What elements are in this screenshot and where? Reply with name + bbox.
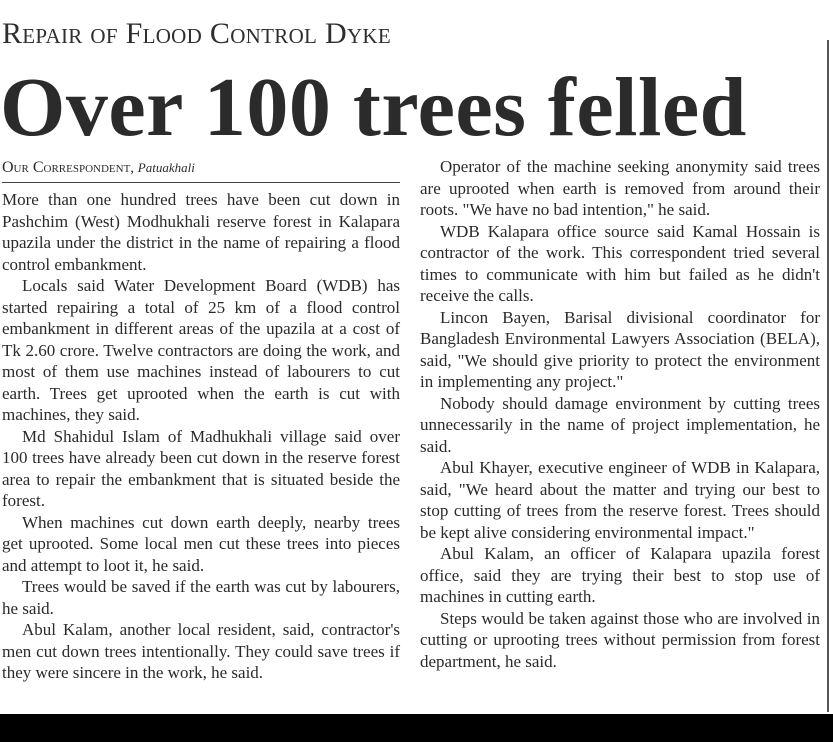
scan-border	[0, 714, 833, 742]
paragraph: Nobody should damage environment by cutting trees unnecessarily in the name of project implementation, he said.	[420, 393, 820, 456]
paragraph: Steps would be taken against those who are involved in cutting or uprooting trees without permission from forest department, he said.	[420, 608, 820, 671]
article-kicker: Repair of Flood Control Dyke	[2, 17, 391, 50]
column-rule	[827, 40, 829, 712]
paragraph: WDB Kalapara office source said Kamal Hossain is contractor of the work. This correspondent tried several times to communicate with him but failed as he didn't receive the calls.	[420, 221, 820, 305]
paragraph: Operator of the machine seeking anonymity said trees are uprooted when earth is removed from around their roots. "We have no bad intention," he said.	[420, 157, 820, 219]
byline-correspondent: Our Correspondent	[2, 159, 131, 176]
paragraph: More than one hundred trees have been cut down in Pashchim (West) Modhukhali reserve forest in Kalapara upazila under the district in the name of repairing a flood control embankment.	[2, 190, 400, 274]
byline-place: Patuakhali	[137, 160, 195, 175]
paragraph: Locals said Water Development Board (WDB) has started repairing a total of 25 km of a flood control embankment in different areas of the upazila at a cost of Tk 2.60 crore. Twelve contractors are doing the work, and most of them use machines instead of labourers to cut earth. Trees get uprooted when the earth is cut with machines, they said.	[2, 276, 400, 424]
paragraph: Md Shahidul Islam of Madhukhali village said over 100 trees have already been cut down in the reserve forest area to repair the embankment that is situated beside the forest.	[2, 426, 400, 510]
byline	[2, 158, 400, 178]
paragraph: Abul Khayer, executive engineer of WDB in Kalapara, said, "We heard about the matter and trying our best to stop cutting of trees from the reserve forest. Trees should be kept alive considering environmental impact."	[420, 458, 820, 542]
byline-separator: ,	[130, 160, 138, 176]
paragraph: Abul Kalam, an officer of Kalapara upazila forest office, said they are trying their best to stop use of machines in cutting earth.	[420, 544, 820, 606]
article-headline: Over 100 trees felled	[0, 61, 747, 154]
paragraph: Trees would be saved if the earth was cut by labourers, he said.	[2, 577, 400, 618]
article-column-left	[2, 189, 400, 684]
paragraph: Lincon Bayen, Barisal divisional coordinator for Bangladesh Environmental Lawyers Association (BELA), said, "We should give priority to protect the environment in implementing any project."	[420, 307, 820, 391]
article-column-right	[420, 156, 820, 672]
paragraph: When machines cut down earth deeply, nearby trees get uprooted. Some local men cut these trees into pieces and attempt to loot it, he said.	[2, 512, 400, 575]
paragraph: Abul Kalam, another local resident, said, contractor's men cut down trees intentionally. They could save trees if they were sincere in the work, he said.	[2, 620, 400, 682]
byline-divider	[2, 182, 400, 183]
